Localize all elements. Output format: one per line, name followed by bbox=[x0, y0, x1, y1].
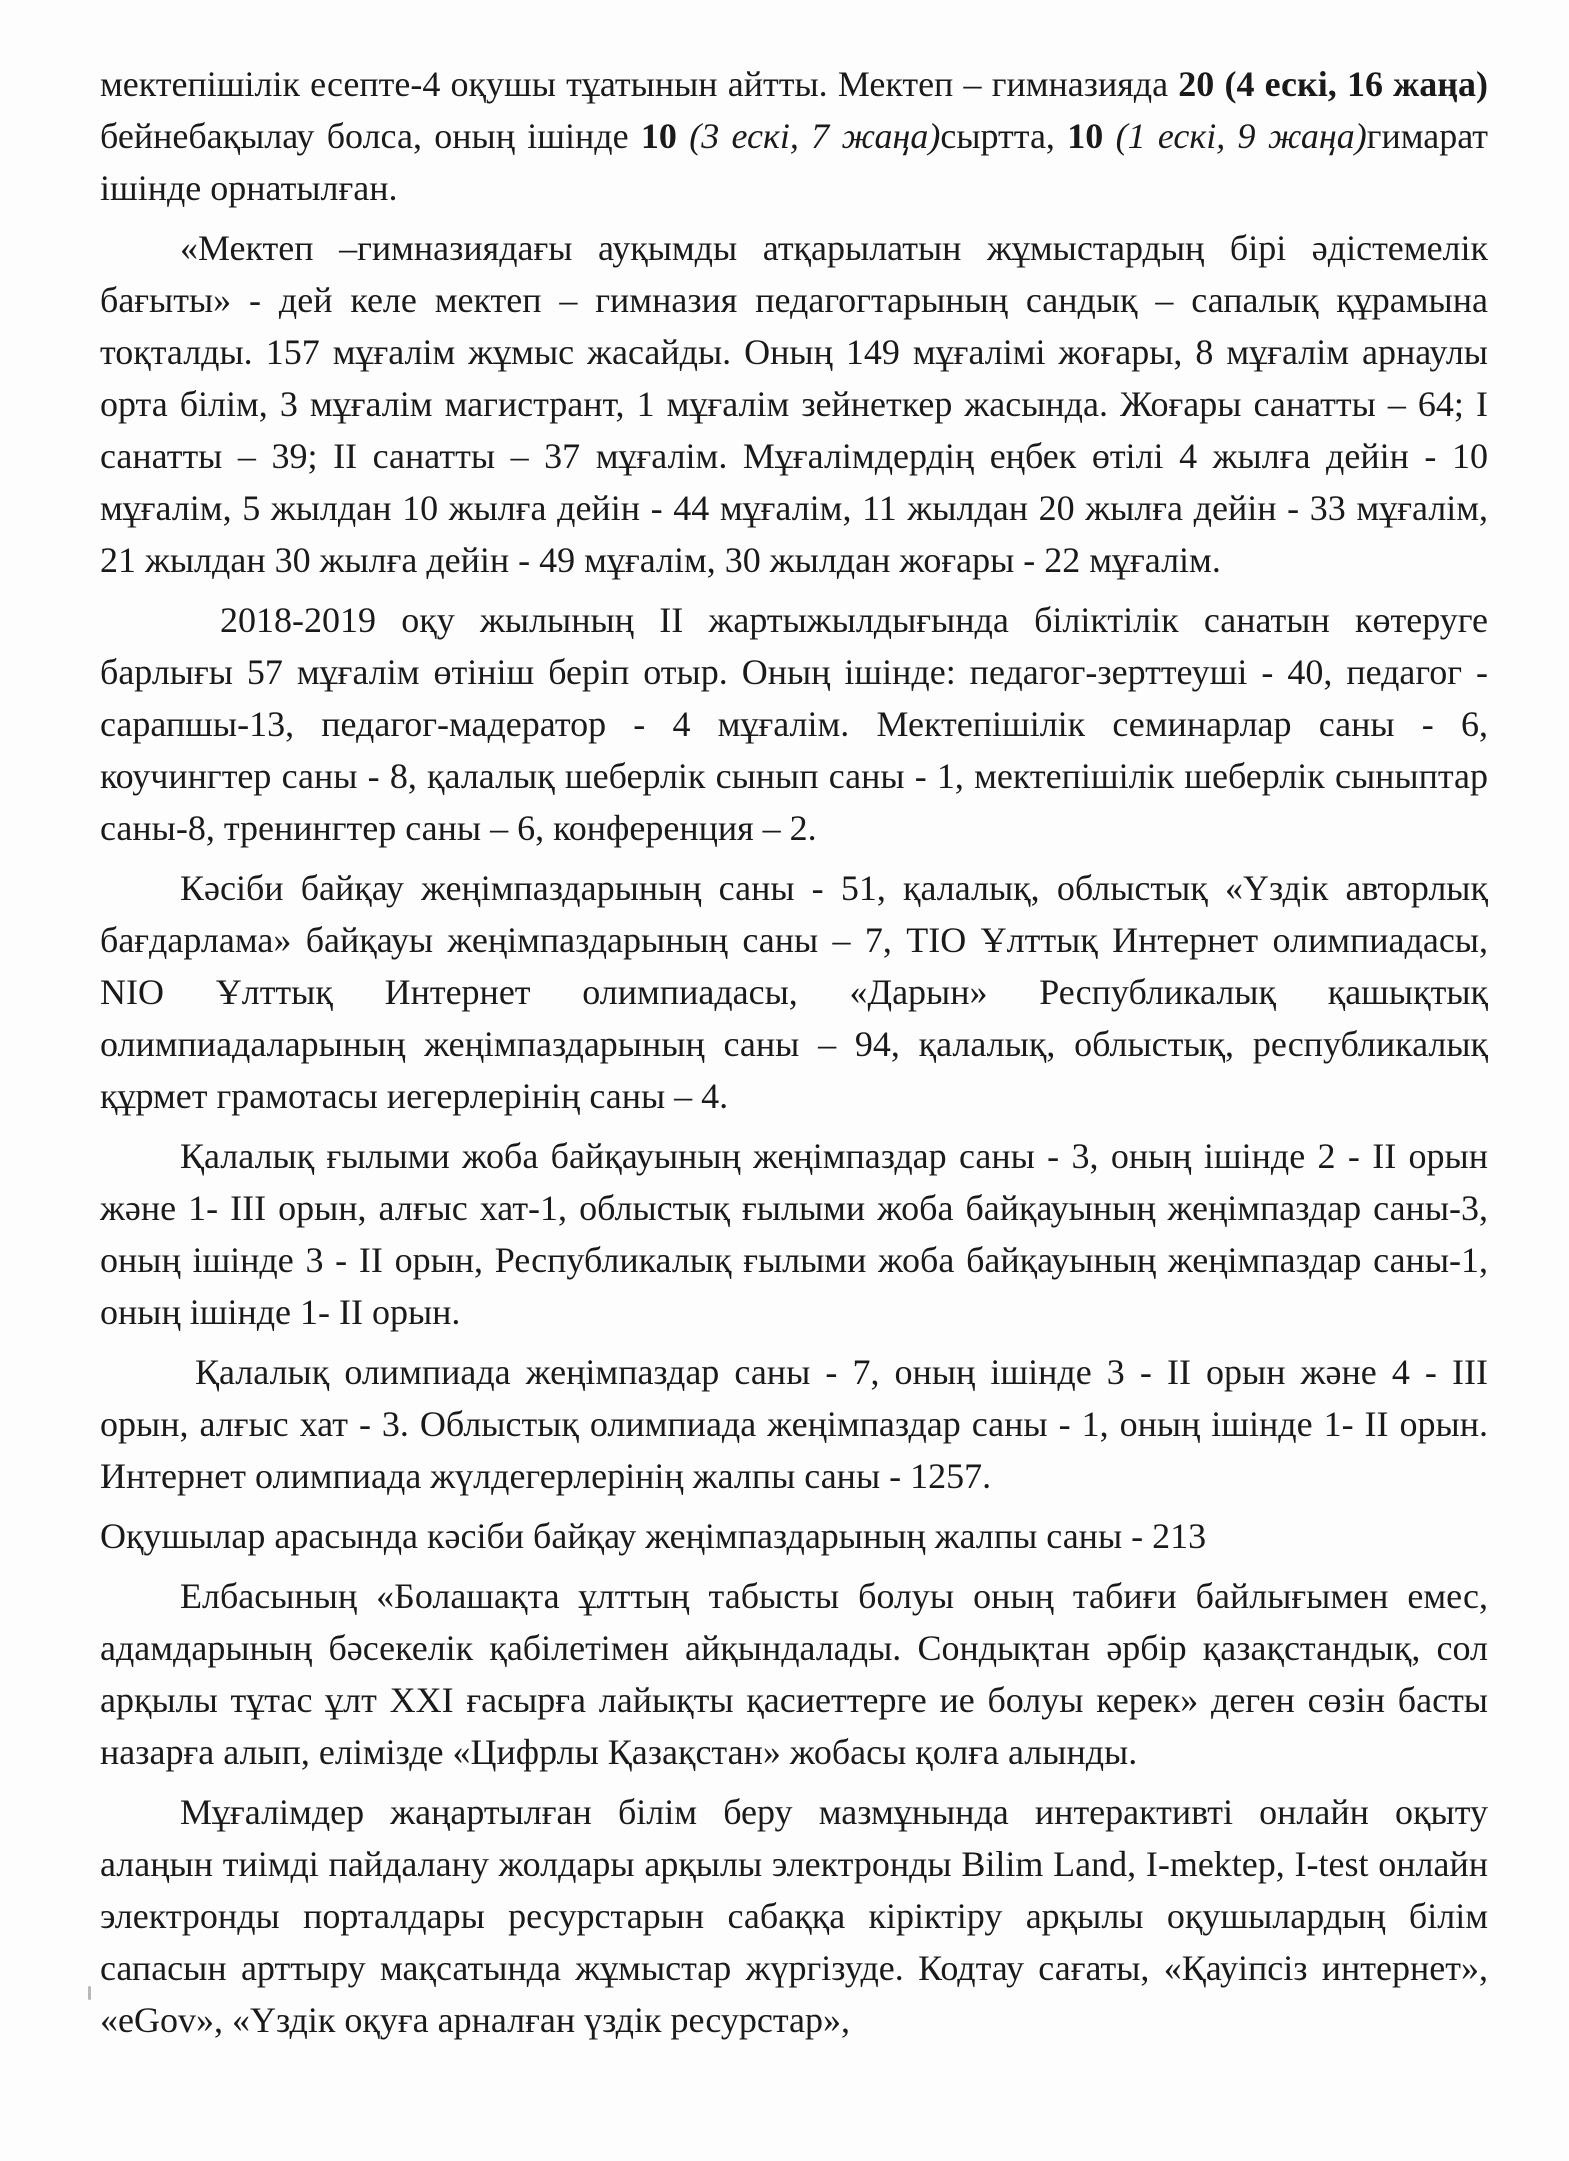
p1-text-1: мектепішілік есепте-4 оқушы тұатынын айтты. Мектеп – гимназияда bbox=[100, 64, 1179, 104]
paragraph-9: Мұғалімдер жаңартылған білім беру мазмұнында интерактивті онлайн оқыту алаңын тиімді пайдалану жолдары арқылы электронды Bilim Land, I-mektep, I-test онлайн электронды порталдары ресурстарын сабаққа кіріктіру арқылы оқушылардың білім сапасын арттыру мақсатында жұмыстар жүргізуде. Кодтау сағаты, «Қауіпсіз интернет», «eGov», «Үздік оқуға арналған үздік ресурстар», bbox=[100, 1792, 1488, 2040]
p1-bold-1: 20 (4 ескі, 16 жаңа) bbox=[1178, 64, 1488, 104]
paragraph-4: Кәсіби байқау жеңімпаздарының саны - 51, қалалық, облыстық «Үздік авторлық бағдарлама» байқауы жеңімпаздарының саны – 7, ТІО Ұлттық Интернет олимпиадасы, NIO Ұлттық Интернет олимпиадасы, «Дарын» Республикалық қашықтық олимпиадаларының жеңімпаздарының саны – 94, қалалық, облыстық, республикалық құрмет грамотасы иегерлерінің саны – 4. bbox=[100, 868, 1488, 1116]
paragraph-7: Оқушылар арасында кәсіби байқау жеңімпаздарының жалпы саны - 213 bbox=[100, 1516, 1207, 1556]
p1-text-4: сыртта, bbox=[940, 116, 1068, 156]
p1-bold-3: 10 bbox=[1067, 116, 1104, 156]
paragraph-3: 2018-2019 оқу жылының ІІ жартыжылдығында біліктілік санатын көтеруге барлығы 57 мұғалім өтініш беріп отыр. Оның ішінде: педагог-зерттеуші - 40, педагог - сарапшы-13, педагог-мадератор - 4 мұғалім. Мектепішілік семинарлар саны - 6, коучингтер саны - 8, қалалық шеберлік сынып саны - 1, мектепішілік шеберлік сыныптар саны-8, тренингтер саны – 6, конференция – 2. bbox=[100, 600, 1488, 848]
paragraph-2: «Мектеп –гимназиядағы ауқымды атқарылатын жұмыстардың бірі әдістемелік бағыты» - дей келе мектеп – гимназия педагогтарының сандық – сапалық құрамына тоқталды. 157 мұғалім жұмыс жасайды. Оның 149 мұғалімі жоғары, 8 мұғалім арнаулы орта білім, 3 мұғалім магистрант, 1 мұғалім зейнеткер жасында. Жоғары санатты – 64; І санатты – 39; ІІ санатты – 37 мұғалім. Мұғалімдердің еңбек өтілі 4 жылға дейін - 10 мұғалім, 5 жылдан 10 жылға дейін - 44 мұғалім, 11 жылдан 20 жылға дейін - 33 мұғалім, 21 жылдан 30 жылға дейін - 49 мұғалім, 30 жылдан жоғары - 22 мұғалім. bbox=[100, 228, 1488, 580]
p1-text-5 bbox=[1103, 116, 1115, 156]
p1-italic-2: (1 ескі, 9 жаңа) bbox=[1115, 116, 1367, 156]
paragraph-5: Қалалық ғылыми жоба байқауының жеңімпаздар саны - 3, оның ішінде 2 - ІІ орын және 1- ІІІ орын, алғыс хат-1, облыстық ғылыми жоба байқауының жеңімпаздар саны-3, оның ішінде 3 - ІІ орын, Республикалық ғылыми жоба байқауының жеңімпаздар саны-1, оның ішінде 1- ІІ орын. bbox=[100, 1136, 1488, 1332]
p1-text-6: гимарат ішінде орнатылған. bbox=[100, 116, 1489, 208]
p1-text-2: бейнебақылау болса, оның ішінде bbox=[100, 116, 641, 156]
p1-italic-1: (3 ескі, 7 жаңа) bbox=[689, 116, 941, 156]
p1-bold-2: 10 bbox=[640, 116, 677, 156]
paragraph-8: Елбасының «Болашақта ұлттың табысты болуы оның табиғи байлығымен емес, адамдарының бәсекелік қабілетімен айқындалады. Сондықтан әрбір қазақстандық, сол арқылы тұтас ұлт ХХІ ғасырға лайықты қасиеттерге ие болуы керек» деген сөзін басты назарға алып, елімізде «Цифрлы Қазақстан» жобасы қолға алынды. bbox=[100, 1576, 1488, 1772]
scan-mark bbox=[88, 1986, 91, 2000]
paragraph-1 bbox=[100, 58, 1488, 214]
p1-text-3 bbox=[677, 116, 689, 156]
paragraph-6: Қалалық олимпиада жеңімпаздар саны - 7, оның ішінде 3 - ІІ орын және 4 - ІІІ орын, алғыс хат - 3. Облыстық олимпиада жеңімпаздар саны - 1, оның ішінде 1- ІІ орын. Интернет олимпиада жүлдегерлерінің жалпы саны - 1257. bbox=[100, 1352, 1488, 1496]
document-body bbox=[100, 58, 1488, 2054]
